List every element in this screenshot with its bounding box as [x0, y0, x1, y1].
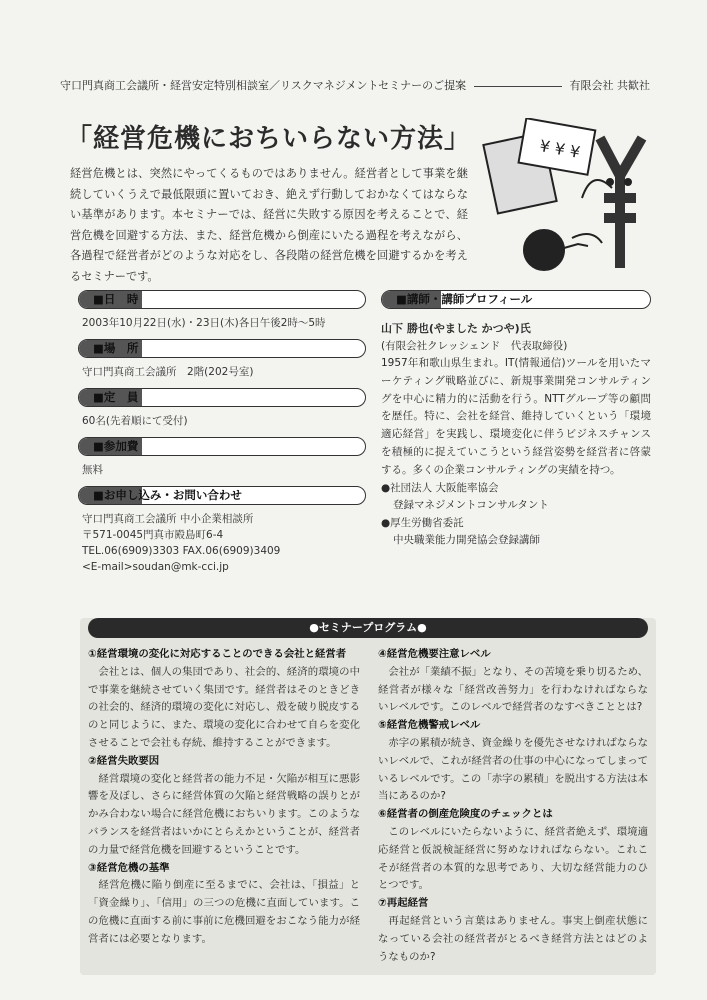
- contact-email[interactable]: <E-mail>soudan@mk-cci.jp: [82, 561, 229, 573]
- affiliation-org: ●厚生労働省委託: [381, 516, 464, 529]
- lecturer-bio: 1957年和歌山県生まれ。IT(情報通信)ツールを用いたマーケティング戦略並びに、新規事業開発コンサルティングを中心に精力的に活動を行う。NTTグループ等の顧問を歴任。特に、会社を経営、維持していくという「環境適応経営」を実践し、環境変化に伴うビジネスチャンスを積極的に捉えていこうという経営姿勢を経営者に啓蒙する。多くの企業コンサルティングの実績を持つ。: [381, 357, 651, 476]
- program-item-body: 会社が「業績不振」となり、その苦境を乗り切るため、経営者が様々な「経営改善努力」を行わなければならないレベルです。このレベルで経営者のなすべきこととは?: [378, 665, 648, 714]
- program-item-body: このレベルにいたらないように、経営者絶えず、環境適応経営と仮説検証経営に努めなければならない。これこそが経営者の本質的な思考であり、大切な経営能力のひとつです。: [378, 825, 648, 892]
- header-left: 守口門真商工会議所・経営安定特別相談室／リスクマネジメントセミナーのご提案: [60, 79, 467, 92]
- section-label: ■日 時: [93, 292, 139, 306]
- section-header: [78, 486, 366, 505]
- program-right-column: [378, 646, 648, 966]
- section-label: ■参加費: [93, 439, 139, 453]
- contact-phone[interactable]: TEL.06(6909)3303 FAX.06(6909)3409: [82, 545, 281, 557]
- program-left-column: [88, 646, 360, 949]
- seminar-program: [80, 618, 656, 975]
- program-title: ●セミナープログラム●: [88, 618, 648, 638]
- program-item-head: ②経営失敗要因: [88, 754, 160, 767]
- section-capacity-body: 60名(先着順にて受付): [82, 415, 188, 427]
- illustration-banner-text: ¥ ¥ ¥: [538, 136, 582, 162]
- section-capacity: [78, 388, 368, 407]
- section-venue-body: 守口門真商工会議所 2階(202号室): [82, 366, 254, 378]
- section-header: [78, 437, 366, 456]
- section-date-body: 2003年10月22日(水)・23日(木)各日午後2時～5時: [82, 317, 326, 329]
- money-crisis-illustration-icon: [482, 118, 657, 278]
- intro-text: 経営危機とは、突然にやってくるものではありません。経営者として事業を継続していくうえで最低限頭に置いておき、絶えず行動しておかなくてはならない基準があります。本セミナーでは、経営に失敗する原因を考えることで、経営危機を回避する方法、また、経営危機から倒産にいたる過程を考えながら、各過程で経営者がどのような対応をし、各段階の経営危機を回避するかを考えるセミナーです。: [70, 167, 468, 283]
- section-header: [78, 339, 366, 358]
- affiliation-org: ●社団法人 大阪能率協会: [381, 481, 499, 494]
- event-info-column: [78, 290, 368, 583]
- page-title: 「経営危機におちいらない方法」: [66, 124, 472, 154]
- affiliation-role: 中央職業能力開発協会登録講師: [393, 534, 540, 547]
- program-item-head: ⑥経営者の倒産危険度のチェックとは: [378, 808, 553, 821]
- header-line: [60, 78, 650, 94]
- lecturer-affiliations: [381, 480, 651, 550]
- section-contact: [78, 486, 368, 505]
- section-contact-body: [82, 511, 368, 575]
- section-label: ■定 員: [93, 390, 139, 404]
- header-rule: [474, 86, 561, 87]
- section-date: [78, 290, 368, 309]
- section-fee-body: 無料: [82, 464, 103, 476]
- section-label: ■お申し込み・お問い合わせ: [93, 488, 242, 502]
- program-item-head: ④経営危機要注意レベル: [378, 648, 491, 660]
- contact-address: 〒571-0045門真市殿島町6-4: [82, 529, 224, 541]
- section-header: [78, 388, 366, 407]
- lecturer-column: [381, 290, 651, 550]
- section-fee: [78, 437, 368, 456]
- program-item-head: ⑤経営危機警戒レベル: [378, 719, 481, 732]
- header-right: 有限会社 共歓社: [569, 79, 650, 92]
- program-item-body: 赤字の累積が続き、資金繰りを優先させなければならないレベルで、これが経営者の仕事の中心になってしまっているレベルです。この「赤字の累積」を脱出する方法は本当にあるのか?: [378, 736, 648, 803]
- program-item-head: ⑦再起経営: [378, 897, 429, 910]
- affiliation-role: 登録マネジメントコンサルタント: [393, 499, 549, 512]
- section-header: [78, 290, 366, 309]
- section-label: ■講師・講師プロフィール: [396, 292, 533, 306]
- section-lecturer: [381, 290, 651, 309]
- lecturer-company: (有限会社クレッシェンド 代表取締役): [381, 340, 568, 352]
- program-item-body: 会社とは、個人の集団であり、社会的、経済的環境の中で事業を継続させていく集団です。経営者はそのときどきの社会的、経済的環境の変化に対応し、殻を破り脱皮するのと同じように、また、環境の変化に合わせて自らを変化させることで会社も存続、維持することができます。: [88, 665, 360, 749]
- program-item-body: 経営環境の変化と経営者の能力不足・欠陥が相互に悪影響を及ぼし、さらに経営体質の欠陥と経営戦略の誤りとがかみ合わない場合に経営危機におちいります。このようなバランスを経営者はいかにとらえかということが、経営者の力量で経営危機を回避するということです。: [88, 772, 360, 856]
- contact-org: 守口門真商工会議所 中小企業相談所: [82, 513, 254, 525]
- program-item-head: ①経営環境の変化に対応することのできる会社と経営者: [88, 648, 347, 660]
- section-label: ■場 所: [93, 341, 139, 355]
- lecturer-name: 山下 勝也(やました かつや)氏: [381, 322, 531, 335]
- section-venue: [78, 339, 368, 358]
- program-item-head: ③経営危機の基準: [88, 861, 170, 874]
- program-item-body: 再起経営という言葉はありません。事実上倒産状態になっている会社の経営者がとるべき経営方法とはどのようなものか?: [378, 914, 648, 963]
- program-item-body: 経営危機に陥り倒産に至るまでに、会社は、「損益」と「資金繰り」、「信用」の三つの危機に直面しています。この危機に直面する前に事前に危機回避をおこなう能力が経営者には必要となります。: [88, 879, 360, 945]
